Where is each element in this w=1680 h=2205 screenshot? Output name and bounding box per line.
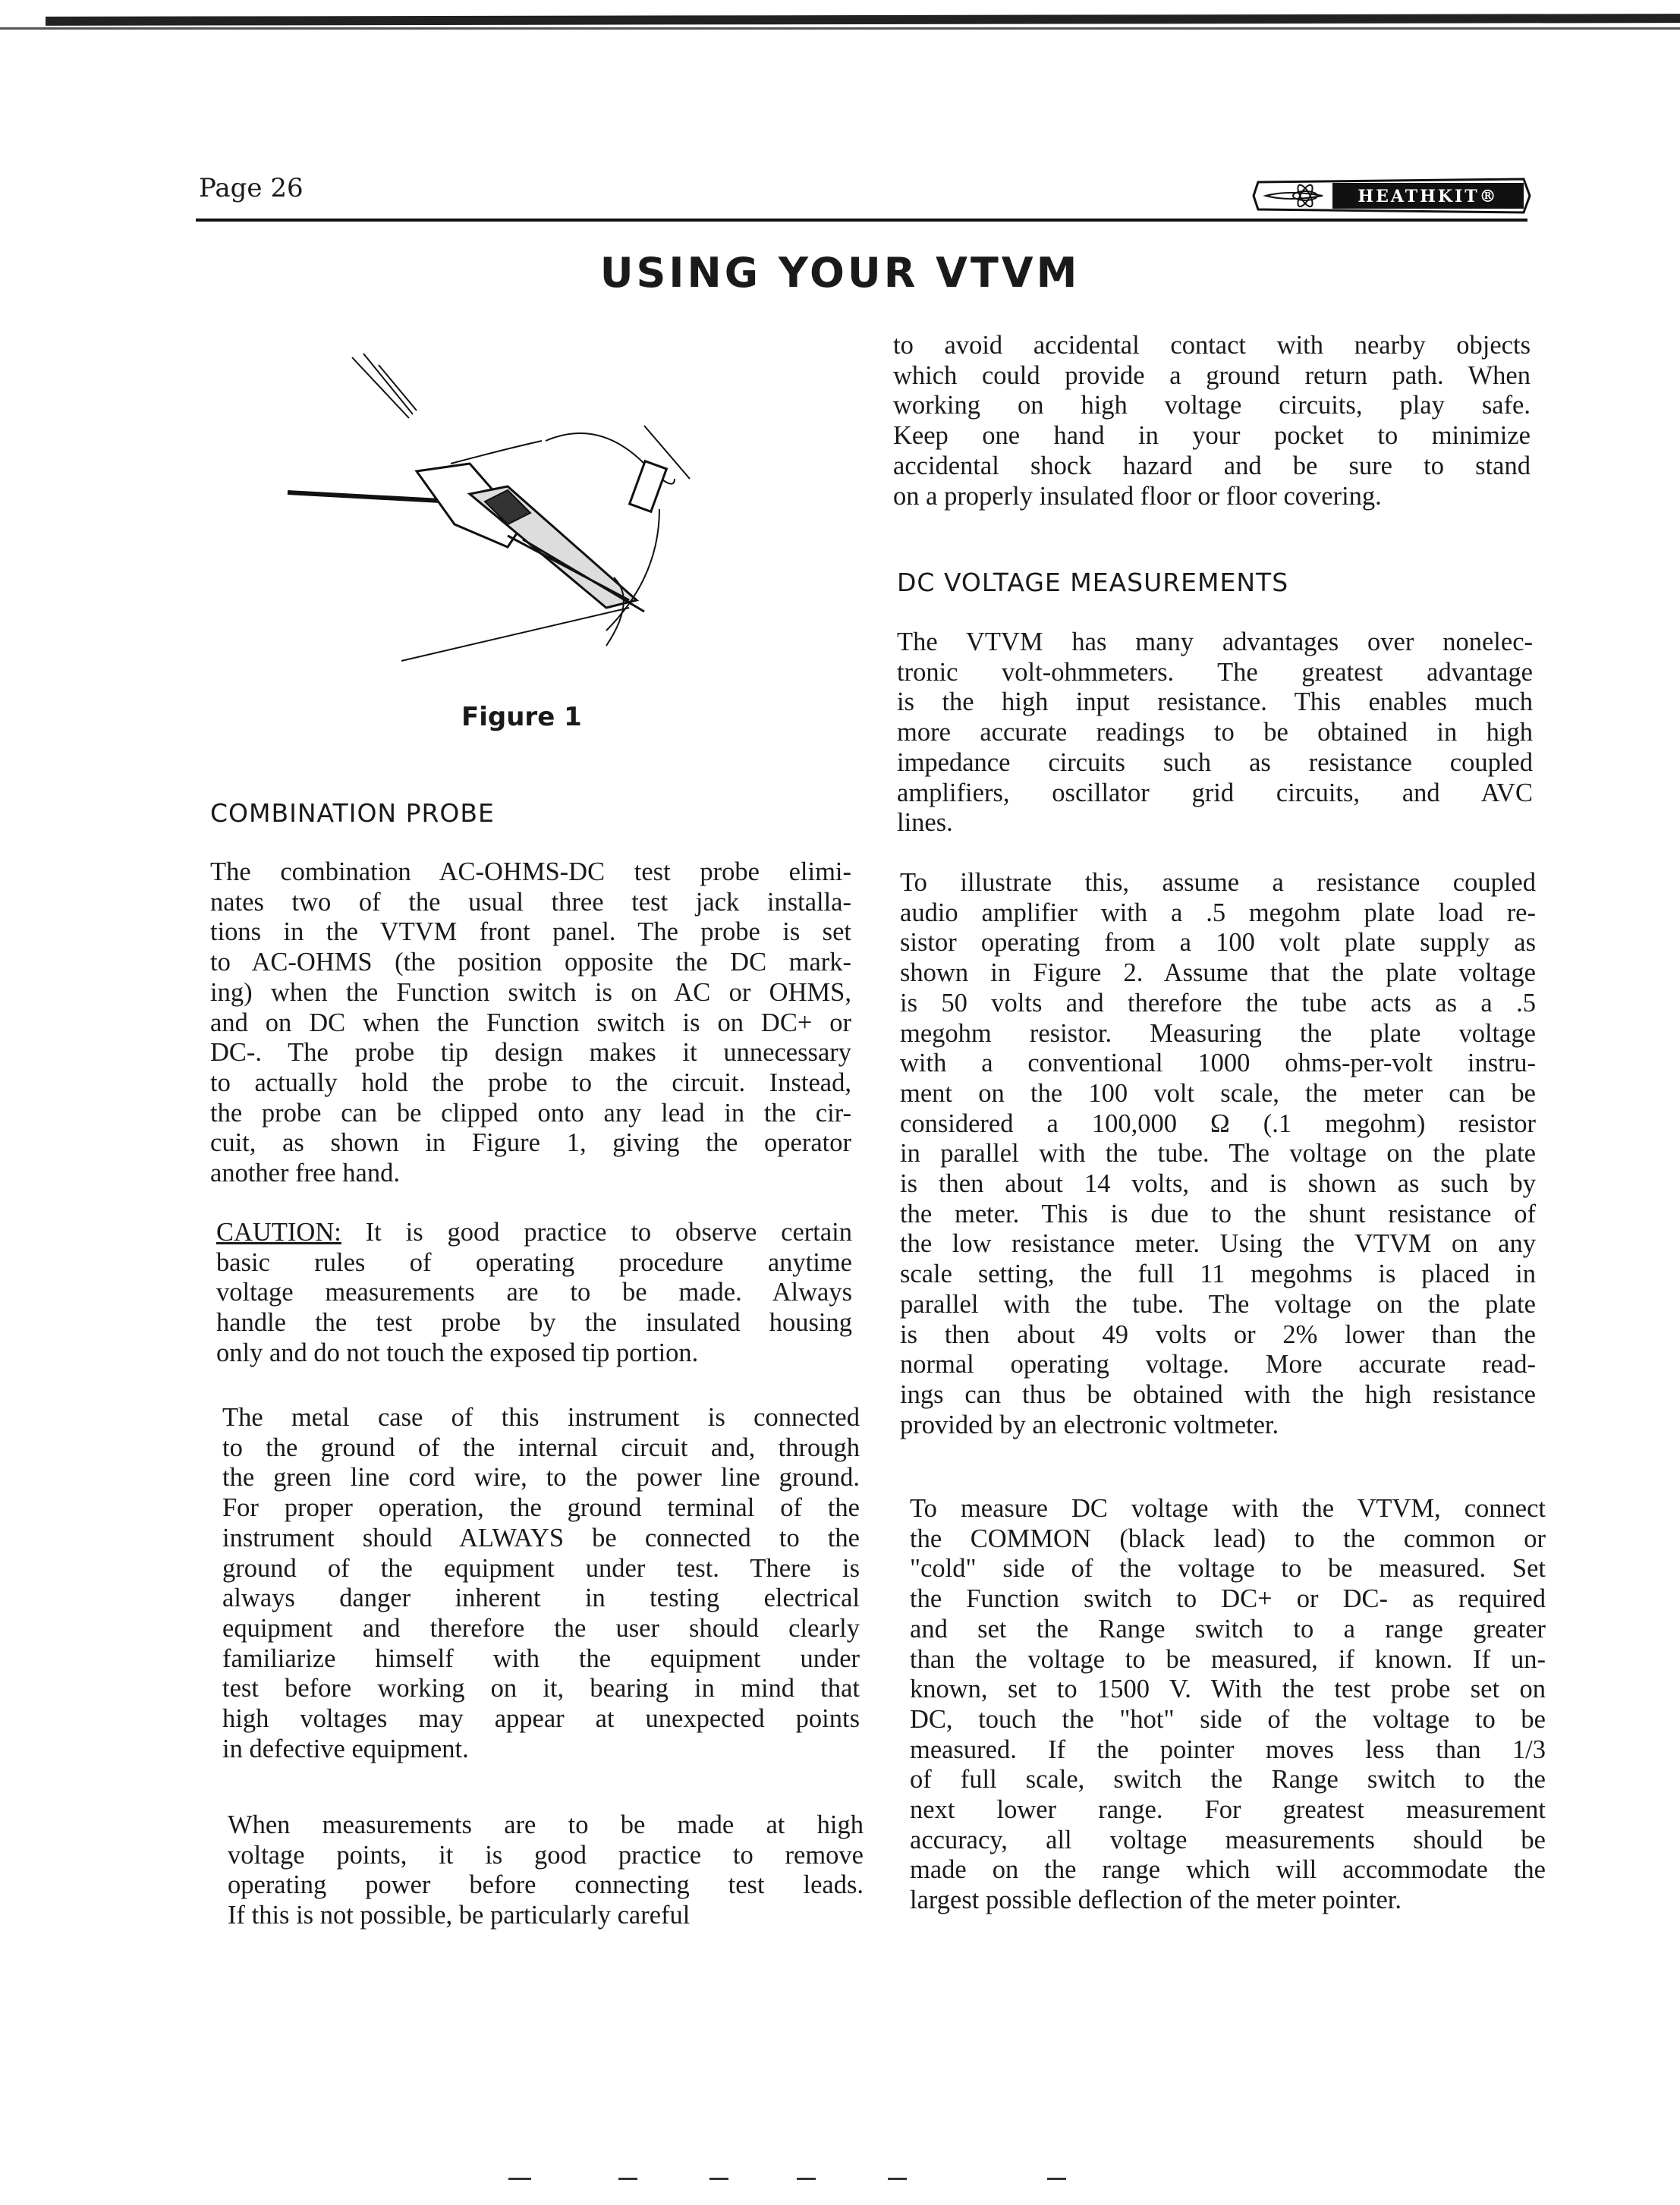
- text-line: next lower range. For greatest measurement: [910, 1795, 1546, 1825]
- paragraph-vtvm-advantages: [897, 628, 1533, 838]
- text-line: If this is not possible, be particularly careful: [228, 1901, 691, 1930]
- scan-mark: [709, 2178, 728, 2180]
- heading-combination-probe: COMBINATION PROBE: [210, 798, 495, 828]
- text-line: The combination AC-OHMS-DC test probe elimi-: [210, 857, 851, 886]
- text-line: handle the test probe by the insulated housing: [216, 1308, 852, 1338]
- text-line: with a conventional 1000 ohms-per-volt instru-: [900, 1049, 1536, 1078]
- paragraph-combination-probe: [210, 857, 851, 1189]
- text-line: ground of the equipment under test. There is: [222, 1553, 860, 1583]
- text-line: made on the range which will accommodate the: [910, 1855, 1546, 1885]
- figure-caption: Figure 1: [461, 702, 582, 732]
- text-line: is then about 14 volts, and is shown as such by: [900, 1169, 1536, 1199]
- text-line: known, set to 1500 V. With the test probe set on: [910, 1675, 1546, 1704]
- heathkit-logo: [1251, 176, 1531, 215]
- text-line: shown in Figure 2. Assume that the plate voltage: [900, 958, 1536, 988]
- text-line: When measurements are to be made at high: [228, 1810, 864, 1839]
- heading-dc-voltage: DC VOLTAGE MEASUREMENTS: [897, 568, 1289, 597]
- text-line: test before working on it, bearing in mind that: [222, 1674, 860, 1703]
- text-line: accuracy, all voltage measurements should be: [910, 1825, 1546, 1854]
- text-line: provided by an electronic voltmeter.: [900, 1410, 1279, 1439]
- text-line: tions in the VTVM front panel. The probe is set: [210, 917, 851, 947]
- paragraph-illustration: [900, 868, 1536, 1440]
- text-line: tronic volt-ohmmeters. The greatest advantage: [897, 657, 1533, 687]
- text-line: audio amplifier with a .5 megohm plate load re-: [900, 898, 1536, 927]
- text-line: lines.: [897, 808, 953, 838]
- text-line: is the high input resistance. This enables much: [897, 687, 1533, 717]
- text-span: It is good practice to observe certain: [341, 1218, 852, 1247]
- page-title: USING YOUR VTVM: [599, 249, 1081, 297]
- probe-illustration: [280, 350, 750, 676]
- scan-mark: [888, 2178, 907, 2180]
- header-rule: [196, 219, 1527, 222]
- text-line: more accurate readings to be obtained in high: [897, 718, 1533, 747]
- text-line: ing) when the Function switch is on AC or OHMS,: [210, 977, 851, 1007]
- scan-mark: [1047, 2178, 1066, 2180]
- scan-edge-top: [46, 14, 1680, 26]
- text-line: another free hand.: [210, 1159, 400, 1188]
- text-line: amplifiers, oscillator grid circuits, and AVC: [897, 778, 1533, 807]
- text-line: To illustrate this, assume a resistance coupled: [900, 868, 1536, 897]
- text-line: the Function switch to DC+ or DC- as required: [910, 1584, 1546, 1614]
- paragraph-metal-case: [222, 1403, 860, 1764]
- text-line: For proper operation, the ground terminal of the: [222, 1493, 860, 1523]
- text-line: is 50 volts and therefore the tube acts as a .5: [900, 988, 1536, 1018]
- text-line: voltage measurements are to be made. Always: [216, 1278, 852, 1307]
- text-line: accidental shock hazard and be sure to stand: [893, 451, 1531, 480]
- text-line: the meter. This is due to the shunt resistance of: [900, 1199, 1536, 1228]
- text-line: always danger inherent in testing electrical: [222, 1584, 860, 1613]
- text-line: of full scale, switch the Range switch to the: [910, 1765, 1546, 1795]
- text-line: basic rules of operating procedure anytime: [216, 1247, 852, 1277]
- text-line: only and do not touch the exposed tip portion.: [216, 1338, 699, 1367]
- text-line: megohm resistor. Measuring the plate voltage: [900, 1018, 1536, 1048]
- text-line: DC-. The probe tip design makes it unnecessary: [210, 1038, 851, 1068]
- text-line: operating power before connecting test leads.: [228, 1870, 864, 1900]
- text-line: ings can thus be obtained with the high resistance: [900, 1379, 1536, 1409]
- scan-mark: [618, 2178, 637, 2180]
- text-line: parallel with the tube. The voltage on the plate: [900, 1289, 1536, 1319]
- text-line: which could provide a ground return path. When: [893, 360, 1531, 390]
- text-line: to avoid accidental contact with nearby objects: [893, 331, 1531, 360]
- text-line: largest possible deflection of the meter pointer.: [910, 1886, 1402, 1915]
- text-line: [216, 1218, 852, 1248]
- text-line: the low resistance meter. Using the VTVM on any: [900, 1229, 1536, 1259]
- page-number: Page 26: [199, 173, 304, 203]
- text-line: voltage points, it is good practice to remove: [228, 1840, 864, 1870]
- text-line: than the voltage to be measured, if known. If un-: [910, 1644, 1546, 1674]
- text-line: normal operating voltage. More accurate read-: [900, 1350, 1536, 1379]
- text-line: impedance circuits such as resistance coupled: [897, 747, 1533, 777]
- text-line: on a properly insulated floor or floor covering.: [893, 481, 1382, 511]
- text-line: instrument should ALWAYS be connected to the: [222, 1523, 860, 1552]
- caution-label: CAUTION:: [216, 1218, 341, 1247]
- paragraph-measure-dc: [910, 1494, 1546, 1916]
- text-line: working on high voltage circuits, play safe.: [893, 391, 1531, 420]
- paragraph-high-voltage: [228, 1810, 864, 1931]
- text-line: familiarize himself with the equipment under: [222, 1644, 860, 1673]
- text-line: "cold" side of the voltage to be measured. Set: [910, 1554, 1546, 1584]
- paragraph-caution: [216, 1218, 852, 1369]
- text-line: scale setting, the full 11 megohms is placed in: [900, 1260, 1536, 1289]
- scan-mark: [797, 2178, 816, 2180]
- text-line: DC, touch the "hot" side of the voltage to be: [910, 1704, 1546, 1734]
- text-line: to the ground of the internal circuit and, through: [222, 1433, 860, 1462]
- paragraph-safety-continued: [893, 331, 1531, 511]
- text-line: in defective equipment.: [222, 1734, 469, 1763]
- text-line: considered a 100,000 Ω (.1 megohm) resistor: [900, 1109, 1536, 1138]
- text-line: Keep one hand in your pocket to minimize: [893, 421, 1531, 451]
- text-line: high voltages may appear at unexpected points: [222, 1704, 860, 1734]
- text-line: The VTVM has many advantages over nonelec-: [897, 628, 1533, 656]
- text-line: the probe can be clipped onto any lead in the cir-: [210, 1098, 851, 1128]
- scan-edge-line: [0, 27, 1680, 30]
- text-line: ment on the 100 volt scale, the meter can be: [900, 1078, 1536, 1108]
- text-line: sistor operating from a 100 volt plate supply as: [900, 928, 1536, 958]
- text-line: and set the Range switch to a range greater: [910, 1614, 1546, 1644]
- svg-text:HEATHKIT®: HEATHKIT®: [1358, 187, 1499, 206]
- text-line: To measure DC voltage with the VTVM, connect: [910, 1494, 1546, 1523]
- text-line: equipment and therefore the user should clearly: [222, 1613, 860, 1643]
- text-line: cuit, as shown in Figure 1, giving the operator: [210, 1128, 851, 1158]
- text-line: measured. If the pointer moves less than 1/3: [910, 1735, 1546, 1764]
- text-line: to actually hold the probe to the circuit. Instead,: [210, 1068, 851, 1097]
- text-line: the COMMON (black lead) to the common or: [910, 1524, 1546, 1553]
- text-line: and on DC when the Function switch is on DC+ or: [210, 1008, 851, 1037]
- text-line: the green line cord wire, to the power line ground.: [222, 1463, 860, 1493]
- text-line: in parallel with the tube. The voltage on the plate: [900, 1139, 1536, 1169]
- text-line: nates two of the usual three test jack installa-: [210, 887, 851, 917]
- text-line: The metal case of this instrument is connected: [222, 1403, 860, 1432]
- text-line: to AC-OHMS (the position opposite the DC mark-: [210, 948, 851, 977]
- text-line: is then about 49 volts or 2% lower than the: [900, 1320, 1536, 1349]
- scan-mark: [508, 2178, 531, 2180]
